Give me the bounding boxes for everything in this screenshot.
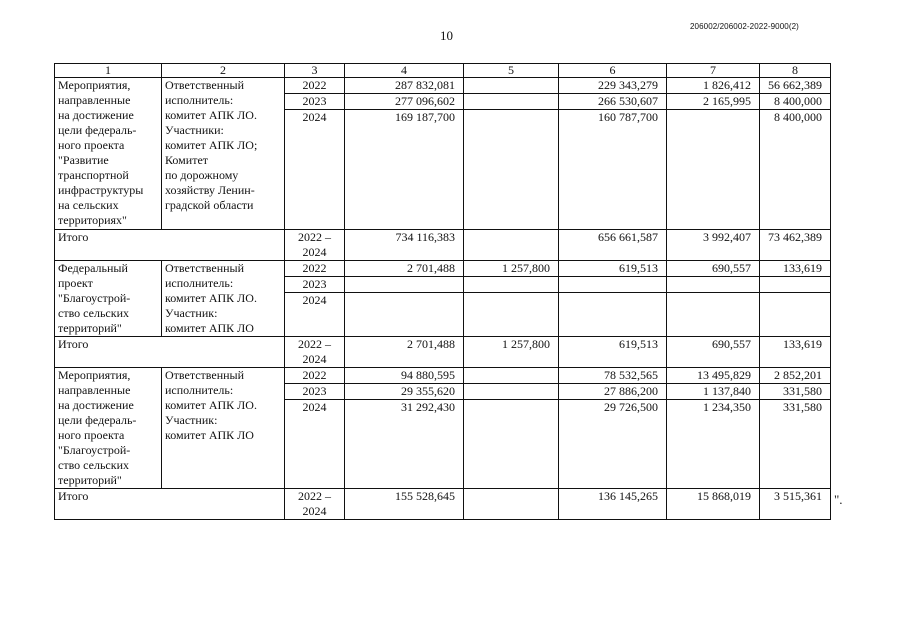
amount-cell-total: 287 832,081	[345, 78, 464, 94]
amount-cell-regional	[559, 277, 667, 293]
header-cell: 3	[285, 64, 345, 78]
amount-cell-federal	[464, 293, 559, 337]
total-amount-cell: 73 462,389	[760, 230, 831, 261]
amount-cell-regional: 266 530,607	[559, 94, 667, 110]
total-amount-cell	[464, 230, 559, 261]
total-amount-cell: 619,513	[559, 337, 667, 368]
page-number: 10	[440, 28, 453, 43]
amount-cell-total: 169 187,700	[345, 110, 464, 230]
amount-cell-local: 1 137,840	[667, 384, 760, 400]
header-cell: 8	[760, 64, 831, 78]
total-amount-cell: 656 661,587	[559, 230, 667, 261]
executor-cell: Ответственный исполнитель: комитет АПК ЛО. Участники: комитет АПК ЛО; Комитет по дорожному хозяйству Ленин- градской области	[162, 78, 285, 230]
total-amount-cell: 690,557	[667, 337, 760, 368]
amount-cell-local: 1 234,350	[667, 400, 760, 489]
table-row	[55, 78, 831, 94]
amount-cell-local	[667, 277, 760, 293]
amount-cell-federal: 1 257,800	[464, 261, 559, 277]
amount-cell-regional: 160 787,700	[559, 110, 667, 230]
header-cell: 4	[345, 64, 464, 78]
total-amount-cell: 136 145,265	[559, 489, 667, 520]
amount-cell-local: 13 495,829	[667, 368, 760, 384]
amount-cell-federal	[464, 78, 559, 94]
total-label-cell: Итого	[55, 230, 285, 261]
total-amount-cell: 133,619	[760, 337, 831, 368]
amount-cell-other: 56 662,389	[760, 78, 831, 94]
document-code: 206002/206002-2022-9000(2)	[690, 22, 799, 31]
amount-cell-local: 1 826,412	[667, 78, 760, 94]
total-amount-cell: 1 257,800	[464, 337, 559, 368]
amount-cell-other: 133,619	[760, 261, 831, 277]
table-row	[55, 261, 831, 277]
total-row	[55, 230, 831, 261]
year-cell: 2022	[285, 368, 345, 384]
amount-cell-local: 2 165,995	[667, 94, 760, 110]
amount-cell-other: 2 852,201	[760, 368, 831, 384]
amount-cell-federal	[464, 384, 559, 400]
amount-cell-regional: 619,513	[559, 261, 667, 277]
header-cell: 7	[667, 64, 760, 78]
amount-cell-federal	[464, 277, 559, 293]
amount-cell-total: 277 096,602	[345, 94, 464, 110]
total-row	[55, 337, 831, 368]
amount-cell-other: 8 400,000	[760, 110, 831, 230]
header-cell: 5	[464, 64, 559, 78]
amount-cell-other	[760, 277, 831, 293]
year-cell: 2024	[285, 293, 345, 337]
year-cell: 2024	[285, 400, 345, 489]
header-row	[55, 64, 831, 78]
year-cell: 2022	[285, 261, 345, 277]
amount-cell-total: 2 701,488	[345, 261, 464, 277]
amount-cell-regional: 27 886,200	[559, 384, 667, 400]
amount-cell-other	[760, 293, 831, 337]
amount-cell-total: 94 880,595	[345, 368, 464, 384]
total-period-cell: 2022 – 2024	[285, 230, 345, 261]
total-period-cell: 2022 – 2024	[285, 489, 345, 520]
amount-cell-total	[345, 293, 464, 337]
amount-cell-regional: 229 343,279	[559, 78, 667, 94]
total-label-cell: Итого	[55, 337, 285, 368]
amount-cell-local	[667, 110, 760, 230]
total-amount-cell: 15 868,019	[667, 489, 760, 520]
amount-cell-federal	[464, 368, 559, 384]
amount-cell-total	[345, 277, 464, 293]
year-cell: 2022	[285, 78, 345, 94]
amount-cell-other: 8 400,000	[760, 94, 831, 110]
total-amount-cell	[464, 489, 559, 520]
amount-cell-regional	[559, 293, 667, 337]
amount-cell-other: 331,580	[760, 400, 831, 489]
year-cell: 2024	[285, 110, 345, 230]
amount-cell-local	[667, 293, 760, 337]
year-cell: 2023	[285, 384, 345, 400]
amount-cell-federal	[464, 94, 559, 110]
amount-cell-federal	[464, 110, 559, 230]
amount-cell-regional: 29 726,500	[559, 400, 667, 489]
amount-cell-other: 331,580	[760, 384, 831, 400]
amount-cell-federal	[464, 400, 559, 489]
closing-quote-mark: ".	[834, 492, 843, 507]
amount-cell-total: 31 292,430	[345, 400, 464, 489]
measure-name-cell: Мероприятия, направленные на достижение цели федераль- ного проекта "Развитие транспортной инфраструктуры на сельских территориях"	[55, 78, 162, 230]
total-amount-cell: 3 992,407	[667, 230, 760, 261]
budget-table	[54, 63, 831, 520]
header-cell: 1	[55, 64, 162, 78]
year-cell: 2023	[285, 277, 345, 293]
total-label-cell: Итого	[55, 489, 285, 520]
total-row	[55, 489, 831, 520]
total-amount-cell: 155 528,645	[345, 489, 464, 520]
amount-cell-local: 690,557	[667, 261, 760, 277]
total-amount-cell: 734 116,383	[345, 230, 464, 261]
executor-cell: Ответственный исполнитель: комитет АПК ЛО. Участник: комитет АПК ЛО	[162, 261, 285, 337]
total-amount-cell: 3 515,361	[760, 489, 831, 520]
amount-cell-total: 29 355,620	[345, 384, 464, 400]
year-cell: 2023	[285, 94, 345, 110]
total-amount-cell: 2 701,488	[345, 337, 464, 368]
table-row	[55, 368, 831, 384]
total-period-cell: 2022 – 2024	[285, 337, 345, 368]
header-cell: 2	[162, 64, 285, 78]
measure-name-cell: Федеральный проект "Благоустрой- ство сельских территорий"	[55, 261, 162, 337]
executor-cell: Ответственный исполнитель: комитет АПК ЛО. Участник: комитет АПК ЛО	[162, 368, 285, 489]
header-cell: 6	[559, 64, 667, 78]
measure-name-cell: Мероприятия, направленные на достижение цели федераль- ного проекта "Благоустрой- ство сельских территорий"	[55, 368, 162, 489]
amount-cell-regional: 78 532,565	[559, 368, 667, 384]
